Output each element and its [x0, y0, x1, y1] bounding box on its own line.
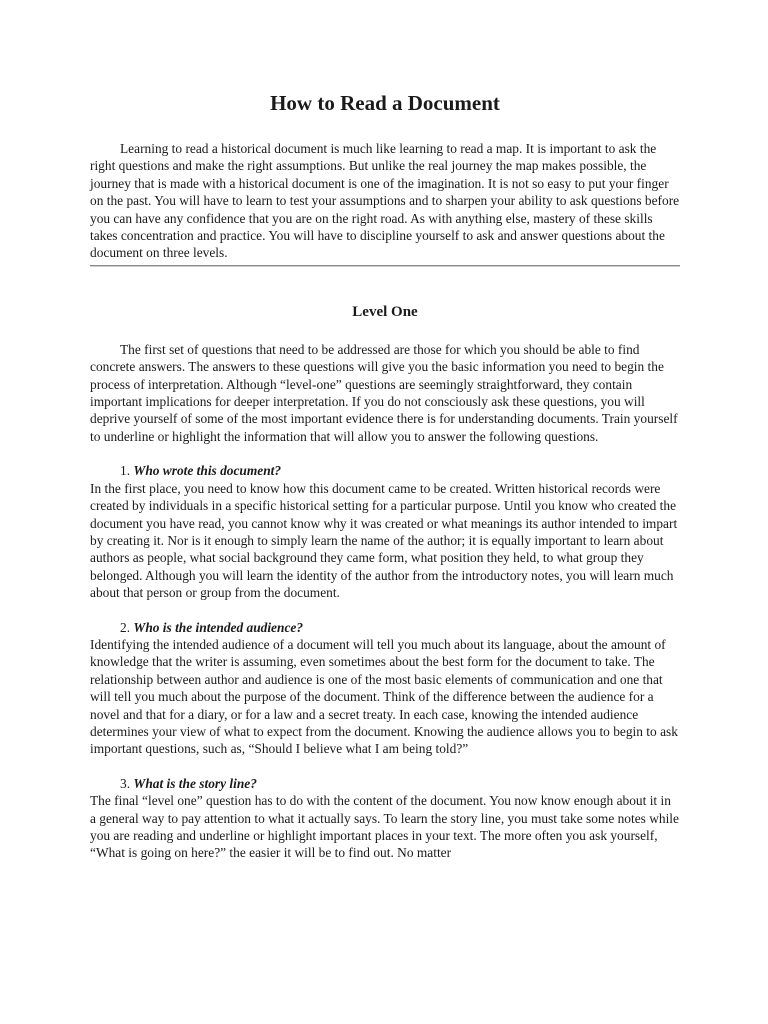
intro-paragraph: Learning to read a historical document is much like learning to read a map. It is important to ask the right questions and make the right assumptions. But unlike the real journey the map makes possible, the journey that is made with a historical document is one of the imagination. It is not so easy to put your finger on the past. You will have to learn to test your assumptions and to sharpen your ability to ask questions before you can have any confidence that you are on the right road. As with anything else, mastery of these skills takes concentration and practice. You will have to discipline yourself to ask and answer questions about the document on three levels. [90, 141, 680, 261]
question-body-1: In the first place, you need to know how this document came to be created. Written historical records were created by individuals in a specific historical setting for a particular purpose. Until you know who created the document you have read, you cannot know why it was created or what meanings its author intended to impart by creating it. Nor is it enough to simply learn the name of the author; it is equally important to learn about authors as people, what social background they came form, what position they held, to what group they belonged. Although you will learn the identity of the author from the introductory notes, you will learn much about that person or group from the document. [90, 480, 678, 601]
question-number-2: 2. [120, 619, 131, 635]
question-number-1: 1. [120, 463, 131, 479]
question-text-1: Who wrote this document? [133, 463, 282, 479]
section-divider [90, 265, 680, 267]
question-heading-2 [90, 619, 680, 636]
level-one-intro: The first set of questions that need to be addressed are those for which you should be able to find concrete answers. The answers to these questions will give you the basic information you need to begin the process of interpretation. Although “level-one” questions are seemingly straightforward, they contain important implications for deeper interpretation. If you do not consciously ask these questions, you will deprive yourself of some of the most important evidence there is for understanding documents. Train yourself to underline or highlight the information that will allow you to answer the following questions. [90, 341, 678, 444]
question-block-2 [90, 619, 680, 758]
question-body-3: The final “level one” question has to do with the content of the document. You now know enough about it in a general way to pay attention to what it actually says. To learn the story line, you must take some notes while you are reading and underline or highlight important places in your text. The more often you ask yourself, “What is going on here?” the easier it will be to find out. No matter [90, 793, 679, 861]
question-text-3: What is the story line? [133, 775, 257, 791]
question-heading-3 [90, 775, 680, 792]
question-text-2: Who is the intended audience? [133, 619, 304, 635]
level-one-heading: Level One [352, 303, 418, 320]
document-page [90, 88, 680, 862]
question-number-3: 3. [120, 775, 131, 791]
question-block-1 [90, 462, 680, 601]
question-block-3 [90, 775, 680, 862]
document-title: How to Read a Document [270, 91, 500, 115]
question-heading-1 [90, 462, 680, 479]
question-body-2: Identifying the intended audience of a document will tell you much about its language, about the amount of knowledge that the writer is assuming, even sometimes about the best form for the document to take. The relationship between author and audience is one of the most basic elements of communication and one that will tell you much about the purpose of the document. Think of the difference between the audience for a novel and that for a diary, or for a law and a secret treaty. In each case, knowing the intended audience determines your view of what to expect from the document. Knowing the audience allows you to begin to ask important questions, such as, “Should I believe what I am being told?” [90, 636, 678, 757]
